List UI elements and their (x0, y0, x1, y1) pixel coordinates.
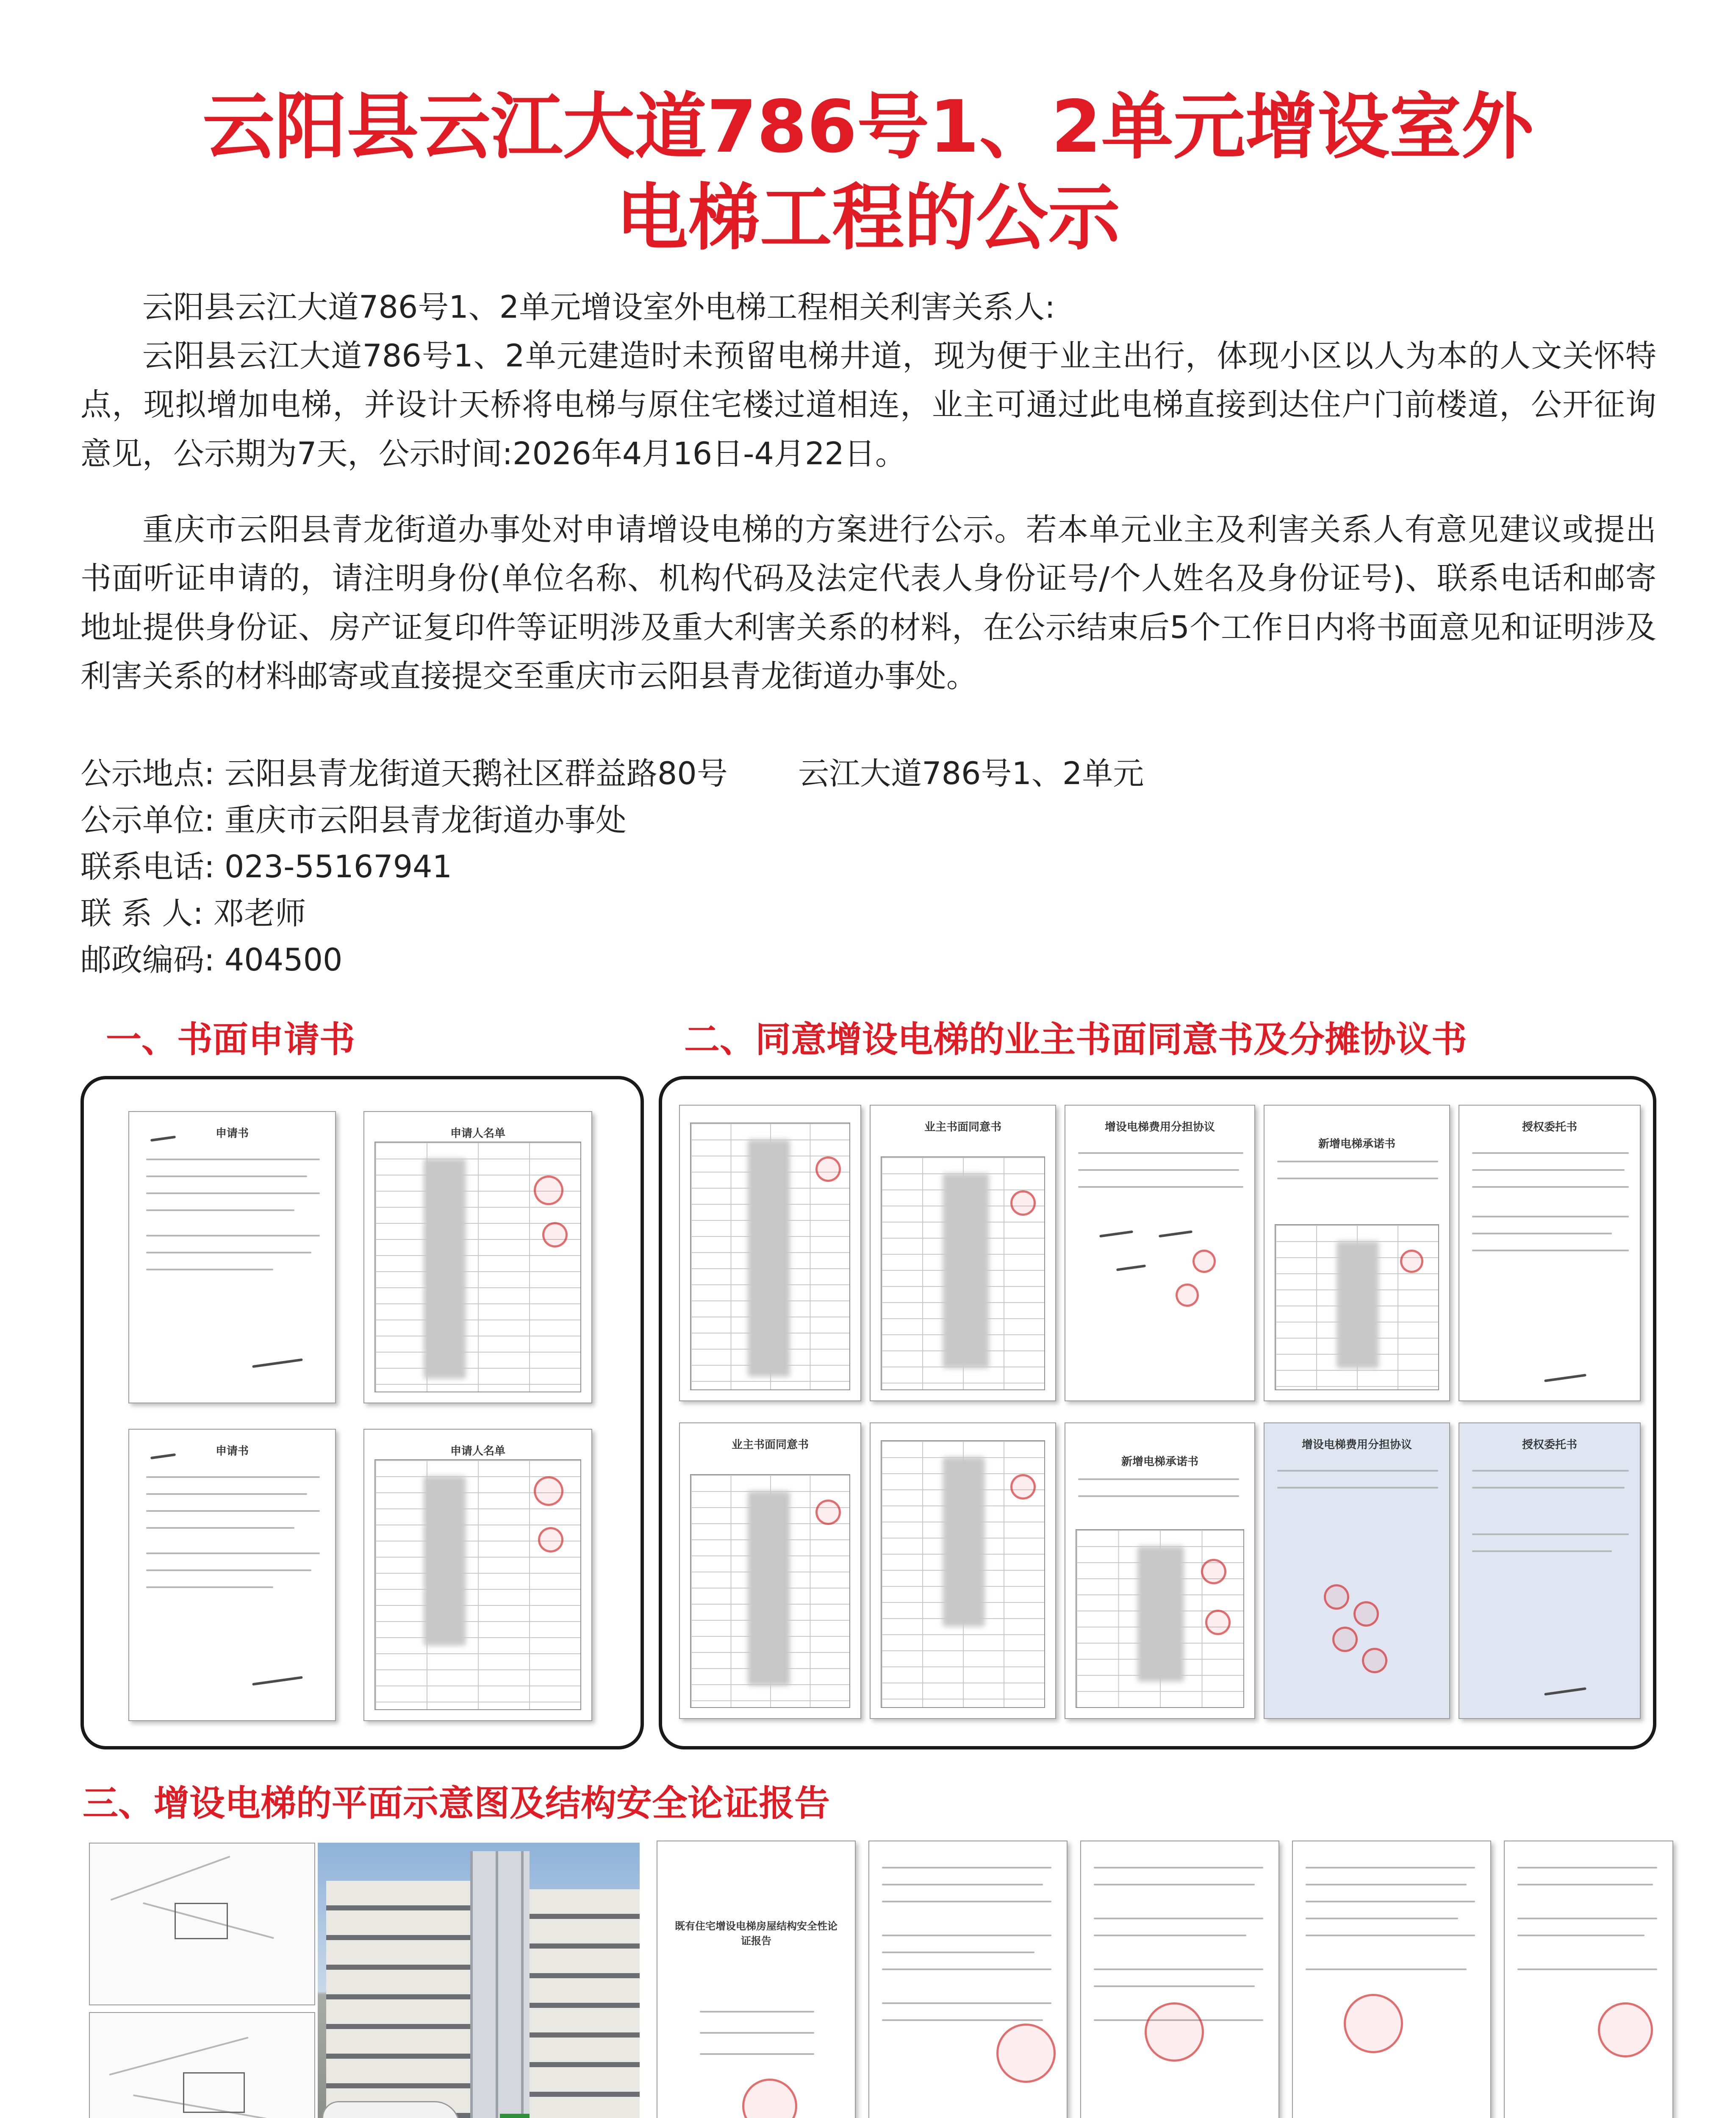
consent-title-2: 业主书面同意书 (731, 1439, 809, 1451)
report-page-1 (868, 1841, 1068, 2118)
intro-paragraph-1: 云阳县云江大道786号1、2单元建造时未预留电梯井道，现为便于业主出行，体现小区以人为本的人文关怀特点，现拟增加电梯，并设计天桥将电梯与原住宅楼过道相连，业主可通过此电梯直接到达住户门前楼道，公开征询意见，公示期为7天，公示时间:2026年4月16日-4月22日。 (80, 338, 1656, 472)
application-title: 申请书 (215, 1127, 249, 1140)
info-postcode (80, 942, 343, 978)
report-cover (657, 1841, 856, 2118)
location-label: 公示地点: (80, 756, 215, 792)
consent-list-doc-1 (679, 1105, 861, 1401)
application-doc-1 (128, 1111, 336, 1403)
section-3-title: 三、增设电梯的平面示意图及结构安全论证报告 (83, 1783, 830, 1824)
cost-agreement-doc-2 (1264, 1422, 1450, 1719)
intro-paragraph-2: 重庆市云阳县青龙街道办事处对申请增设电梯的方案进行公示。若本单元业主及利害关系人有意见建议或提出书面听证申请的，请注明身份(单位名称、机构代码及法定代表人身份证号/个人姓名及身份证号)、联系电话和邮寄地址提供身份证、房产证复印件等证明涉及重大利害关系的材料，在公示结束后5个工作日内将书面意见和证明涉及利害关系的材料邮寄或直接提交至重庆市云阳县青龙街道办事处。 (80, 512, 1656, 694)
commitment-title-2: 新增电梯承诺书 (1121, 1455, 1198, 1468)
section-2-panel (659, 1076, 1656, 1749)
section-2-title: 二、同意增设电梯的业主书面同意书及分摊协议书 (684, 1019, 1467, 1060)
info-phone (80, 849, 452, 885)
location-extra: 云江大道786号1、2单元 (798, 756, 1144, 792)
site-plan-2 (89, 2012, 315, 2118)
info-location (80, 756, 1144, 792)
info-contact (80, 895, 306, 931)
owner-list-doc-1 (363, 1111, 592, 1403)
postcode-value: 404500 (224, 942, 343, 978)
cost-agreement-doc-1 (1065, 1105, 1255, 1401)
section-1-panel (80, 1076, 644, 1749)
unit-label: 公示单位: (80, 802, 215, 838)
info-unit (80, 802, 627, 838)
intro-salutation: 云阳县云江大道786号1、2单元增设室外电梯工程相关利害关系人: (142, 289, 1055, 325)
cost-agreement-title-2: 增设电梯费用分担协议 (1301, 1439, 1412, 1451)
application-title-2: 申请书 (215, 1445, 249, 1458)
owner-list-doc-2 (363, 1429, 592, 1721)
report-page-4 (1504, 1841, 1673, 2118)
authorization-title-2: 授权委托书 (1522, 1439, 1577, 1451)
page-title-line1: 云阳县云江大道786号1、2单元增设室外 (202, 85, 1534, 169)
section-1-title: 一、书面申请书 (106, 1019, 355, 1060)
report-page-3 (1292, 1841, 1491, 2118)
consent-title: 业主书面同意书 (924, 1121, 1001, 1134)
consent-doc-2 (679, 1422, 861, 1719)
site-plan-1 (89, 1843, 315, 2005)
authorization-doc-1 (1459, 1105, 1641, 1401)
unit-value: 重庆市云阳县青龙街道办事处 (224, 802, 627, 838)
page-title-line2: 电梯工程的公示 (616, 176, 1120, 260)
location-value: 云阳县青龙街道天鹅社区群益路80号 (224, 756, 728, 792)
consent-doc-1 (870, 1105, 1056, 1401)
authorization-doc-2 (1459, 1422, 1641, 1719)
cost-agreement-title: 增设电梯费用分担协议 (1104, 1121, 1215, 1134)
commitment-doc-2 (1065, 1422, 1255, 1719)
phone-label: 联系电话: (80, 849, 215, 885)
report-title: 既有住宅增设电梯房屋结构安全性论证报告 (675, 1920, 837, 1947)
contact-label: 联 系 人: (80, 895, 204, 931)
authorization-title: 授权委托书 (1522, 1121, 1577, 1134)
phone-value: 023-55167941 (224, 849, 452, 885)
owner-list-title: 申请人名单 (450, 1127, 505, 1140)
contact-value: 邓老师 (213, 895, 306, 931)
owner-list-title-2: 申请人名单 (450, 1445, 505, 1458)
report-page-2 (1080, 1841, 1279, 2118)
building-photo (318, 1843, 640, 2118)
commitment-title: 新增电梯承诺书 (1318, 1138, 1395, 1150)
application-doc-2 (128, 1429, 336, 1721)
postcode-label: 邮政编码: (80, 942, 215, 978)
commitment-doc-1 (1264, 1105, 1450, 1401)
consent-list-doc-2 (870, 1422, 1056, 1719)
